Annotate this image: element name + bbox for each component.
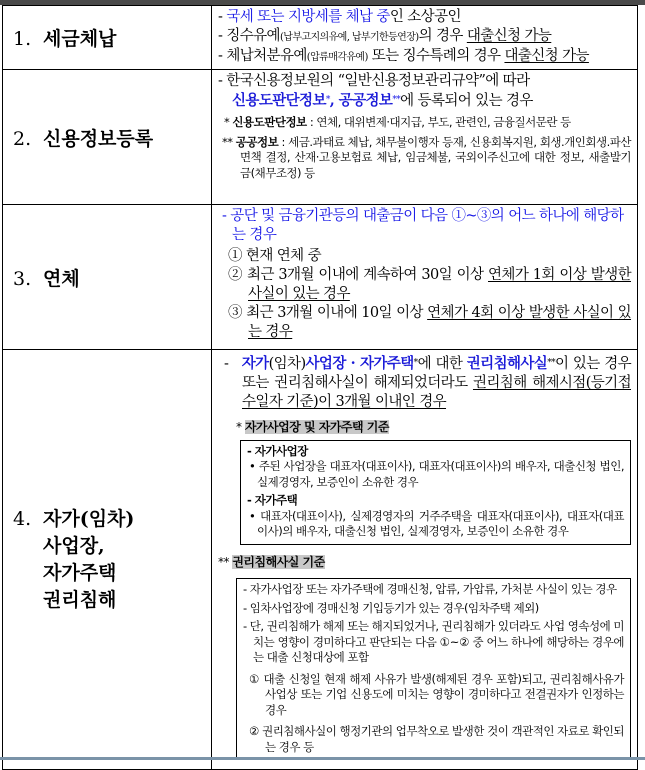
content-line: 신용도판단정보*, 공공정보**에 등록되어 있는 경우 — [232, 92, 533, 109]
list-item: ① 대출 신청일 현재 해제 사유가 발생(해제된 경우 포함)되고, 권리침해사유가 사업상 또는 기업 신용도에 미치는 영향이 경미하다고 전결권자가 인정하는 경우 — [249, 671, 625, 717]
row-label-text: 세금체납 — [43, 28, 117, 50]
table-row-delinquency — [3, 205, 638, 350]
footnote-public-info: ** 공공정보 : 세금.과태료 체납, 채무불이행자 등재, 신용회복지원, 회생.개인회생.파산면책 결정, 산재·고용보험료 체납, 임금체불, 국외이주신고에 대한 정보, 새출발기금(채무조정) 등 — [222, 134, 631, 180]
row-label: 3. 연체 — [3, 205, 212, 350]
row-label: 1. 세금체납 — [3, 6, 212, 70]
content-intro: - 한국신용정보원의 “일반신용정보관리규약”에 따라 — [218, 73, 530, 89]
row-label-text: 자가(임차) 사업장, 자가주택 권리침해 — [43, 507, 135, 611]
table-row-credit-info — [3, 70, 638, 205]
section-heading-own-premises: * 자가사업장 및 자가주택 기준 — [236, 420, 389, 434]
box-line: - 자가사업장 또는 자가주택에 경매신청, 압류, 가압류, 가처분 사실이 있는 경우 — [243, 582, 617, 596]
row-label-text: 연체 — [43, 267, 80, 290]
infringement-criteria-box — [236, 578, 631, 760]
box-line: - 임차사업장에 경매신청 기입등기가 있는 경우(임차주택 제외) — [243, 600, 539, 615]
table-row-rights-infringement — [3, 350, 638, 770]
content-line: - 국세 또는 지방세를 체납 중인 소상공인 — [218, 9, 461, 25]
list-item: ② 권리침해사실이 행정기관의 업무착오로 발생한 것이 객관적인 자료로 확인되는 경우 등 — [249, 724, 625, 754]
row-content — [212, 205, 638, 350]
list-item: ② 최근 3개월 이내에 계속하여 30일 이상 연체가 1회 이상 발생한 사실이 있는 경우 — [228, 267, 631, 302]
own-premises-criteria-box: - 자가사업장 • 주된 사업장을 대표자(대표이사), 대표자(대표이사)의 배우자, 대출신청 법인, 실제경영자, 보증인이 소유한 경우 - 자가주택 • 대표자(대표이사), 실제경영자의 거주주택을 대표자(대표이사), 대표자(대표이사)의 배우자, 대출신청 법인, 실제경영자, 보증인이 소유한 경우 — [240, 440, 631, 545]
box-line: - 단, 권리침해가 해제 또는 해지되었거나, 권리침해가 있더라도 사업 영속성에 미치는 영향이 경미하다고 판단되는 다음 ①~② 중 어느 하나에 해당하는 경우에는 대출 신청대상에 포함 — [243, 619, 625, 664]
content-line: - 징수유예(납부고지의유예, 납부기한등연장)의 경우 대출신청 가능 — [218, 28, 552, 44]
row-label-text: 신용정보등록 — [43, 127, 154, 150]
table-row-tax-arrears — [3, 6, 638, 70]
section-heading-infringement: ** 권리침해사실 기준 — [218, 554, 325, 569]
content-intro: - 공단 및 금융기관등의 대출금이 다음 ①~③의 어느 하나에 해당하는 경우 — [222, 208, 624, 243]
footnote-credit-judgment: * 신용도판단정보 : 연체, 대위변제·대지급, 부도, 관련인, 금융질서문란 등 — [224, 115, 571, 129]
eligibility-table — [2, 5, 638, 770]
content-line: - 체납처분유예(압류매각유예) 또는 징수특례의 경우 대출신청 가능 — [218, 48, 589, 64]
row-label: 4. 자가(임차) 사업장, 자가주택 권리침해 — [3, 350, 212, 770]
row-content — [212, 6, 638, 70]
row-label: 2. 신용정보등록 — [3, 70, 212, 205]
content-intro: - 자가(임차)사업장 · 자가주택*에 대한 권리침해사실**이 있는 경우 또는 권리침해사실이 해제되었더라도 권리침해 해제시점(등기접수일자 기준)이 3개월 이내인 경우 — [224, 355, 632, 410]
row-content — [212, 350, 638, 770]
row-content — [212, 70, 638, 205]
list-item: ① 현재 연체 중 — [228, 248, 321, 264]
list-item: ③ 최근 3개월 이내에 10일 이상 연체가 4회 이상 발생한 사실이 있는 경우 — [228, 305, 631, 340]
